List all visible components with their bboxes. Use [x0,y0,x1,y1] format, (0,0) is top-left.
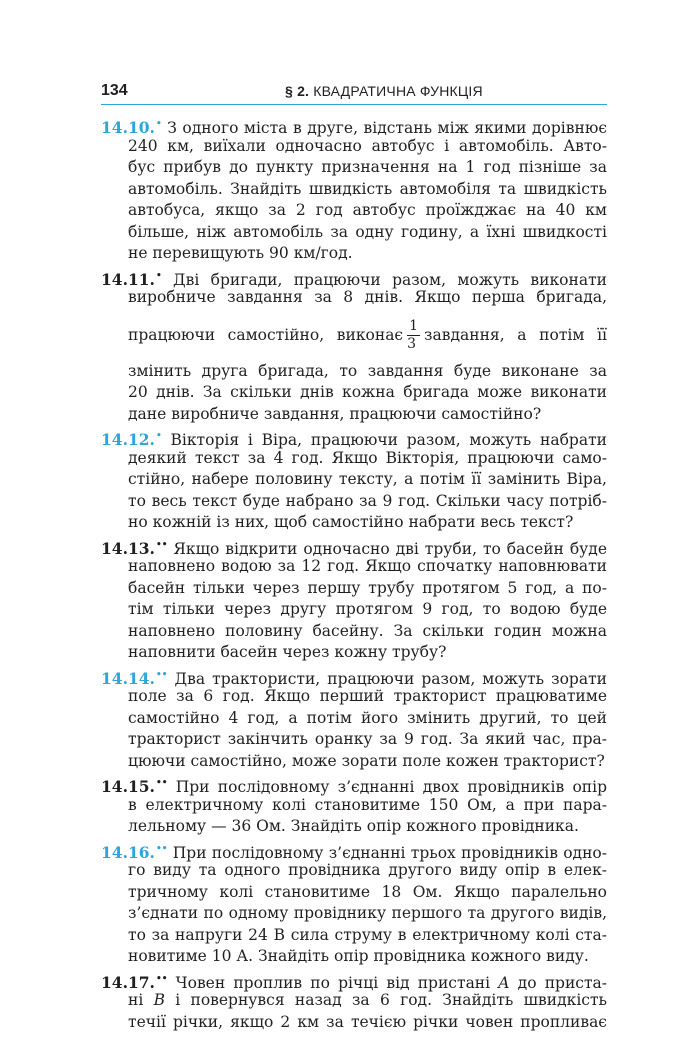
problem-text-line: басейн тільки через першу трубу протягом 5 год, а по- [128,578,607,597]
problem-text-line: При послідовному з’єднанні двох провідників опір [175,778,607,796]
problem-14-13 [101,535,607,664]
variable-b: B [153,991,165,1009]
problem-14-16 [101,839,607,968]
problem-text-line: Два трактористи, працюючи разом, можуть зорати [174,669,607,688]
problem-14-11 [101,266,607,426]
section-title-text: КВАДРАТИЧНА ФУНКЦІЯ [313,83,483,99]
problem-text-line: Якщо відкрити одночасно дві труби, то басейн буде [173,539,607,558]
problem-text-line: Вікторія і Віра, працюючи разом, можуть набрати [170,431,607,449]
problem-text-line: новитиме 10 А. Знайдіть опір провідника кожного виду. [128,947,589,965]
problem-text-line: змінить друга бригада, то завдання буде виконане за [128,361,607,380]
problem-number: 14.13.•• [101,538,168,558]
problem-number: 14.16.•• [101,842,168,862]
fraction-one-third: $\frac{1}{3}$ [407,318,419,352]
problem-text-line: поле за 6 год. Якщо перший тракторист працюватиме [128,687,607,705]
problem-text-line: в електричному колі становитиме 150 Ом, а при пара- [128,795,607,814]
section-mark: § 2. [285,83,310,99]
fraction-line: працюючи самостійно, виконає $\frac{1}{3}$ завдання, а потім її [128,318,608,352]
problem-text-line: течії річки, якщо 2 км за течією річки човен пропливає [128,1012,607,1031]
problem-14-17: 14.17.•• Човен проплив по річці від пристані A до приста- ні B і повернувся назад за 6 год. Знайдіть швидкість течії річки, якщо 2 км за течією річки човен пропливає [101,969,607,1034]
problem-text-line: но кожній із них, щоб самостійно набрати весь текст? [128,513,574,531]
section-title [285,83,483,99]
problem-text-line: тракторист закінчить оранку за 9 год. За який час, пра- [128,730,607,748]
problem-text-line: лельному — 36 Ом. Знайдіть опір кожного провідника. [128,817,579,835]
page-header [101,82,607,105]
problem-text-line: більше, ніж автомобіль за одну годину, а їхні швидкості [128,222,607,241]
problem-14-14 [101,665,607,773]
problem-14-12 [101,426,607,534]
variable-a: A [498,973,510,992]
problem-14-10 [101,114,607,265]
page-number: 134 [101,82,128,99]
problem-text-line: деякий текст за 4 год. Якщо Вікторія, працюючи само- [128,448,607,467]
problem-text-line: наповнено половину басейну. За скільки годин можна [128,621,607,640]
problem-text-line: то весь текст буде набрано за 9 год. Скільки часу потріб- [128,491,607,510]
problem-text-line: 20 днів. За скільки днів кожна бригада може виконати [128,383,607,401]
problem-text-line: тім тільки через другу протягом 9 год, то водою буде [128,600,607,618]
problem-text-line: автомобіль. Знайдіть швидкість автомобіля та швидкість [128,179,607,198]
problem-number: 14.10.• [101,118,162,137]
problem-text-line: 240 км, виїхали одночасно автобус і автомобіль. Авто- [128,136,607,155]
problem-text-line: наповнити басейн через кожну трубу? [128,643,447,661]
problem-text-line: виробниче завдання за 8 днів. Якщо перша бригада, [128,288,607,306]
problem-number: 14.17.•• [101,972,168,992]
problem-number: 14.14.•• [101,668,168,688]
problem-text-line: З одного міста в друге, відстань між якими дорівнює [167,119,608,137]
problem-text-line: тричному колі становитиме 18 Ом. Якщо паралельно [128,882,607,901]
problem-text-line: наповнено водою за 12 год. Якщо спочатку наповнювати [128,557,607,575]
problem-text-line: ні B і повернувся назад за 6 год. Знайдіть швидкість [128,991,607,1009]
problem-text-line: самостійно 4 год, а потім його змінить другий, то цей [128,708,607,727]
problem-text-line: Дві бригади, працюючи разом, можуть виконати [173,270,607,289]
problem-text-line: При послідовному з’єднанні трьох провідників одно- [172,843,607,862]
problem-number: 14.12.• [101,430,162,449]
problem-text-line: дане виробниче завдання, працюючи самостійно? [128,404,542,423]
problem-number: 14.11.• [101,269,162,289]
problem-text-line: з’єднати по одному провіднику першого та другого видів, [128,904,607,922]
problem-text-line: стійно, набере половину тексту, а потім її замінить Віра, [128,470,607,488]
problem-number: 14.15.•• [101,777,168,796]
problem-text-line: автобуса, якщо за 2 год автобус проїжджає на 40 км [128,201,607,219]
problem-text-line: цюючи самостійно, може зорати поле кожен тракторист? [128,751,605,770]
problem-list [101,114,607,1034]
problem-text-line: не перевищують 90 км/год. [128,244,353,262]
problem-14-15 [101,773,607,838]
problem-text-line: бус прибув до пункту призначення на 1 год пізніше за [128,158,607,176]
problem-text-line: то за напруги 24 В сила струму в електричному колі ста- [128,925,607,944]
problem-text-line: го виду та одного провідника другого виду опір в елек- [128,861,607,879]
